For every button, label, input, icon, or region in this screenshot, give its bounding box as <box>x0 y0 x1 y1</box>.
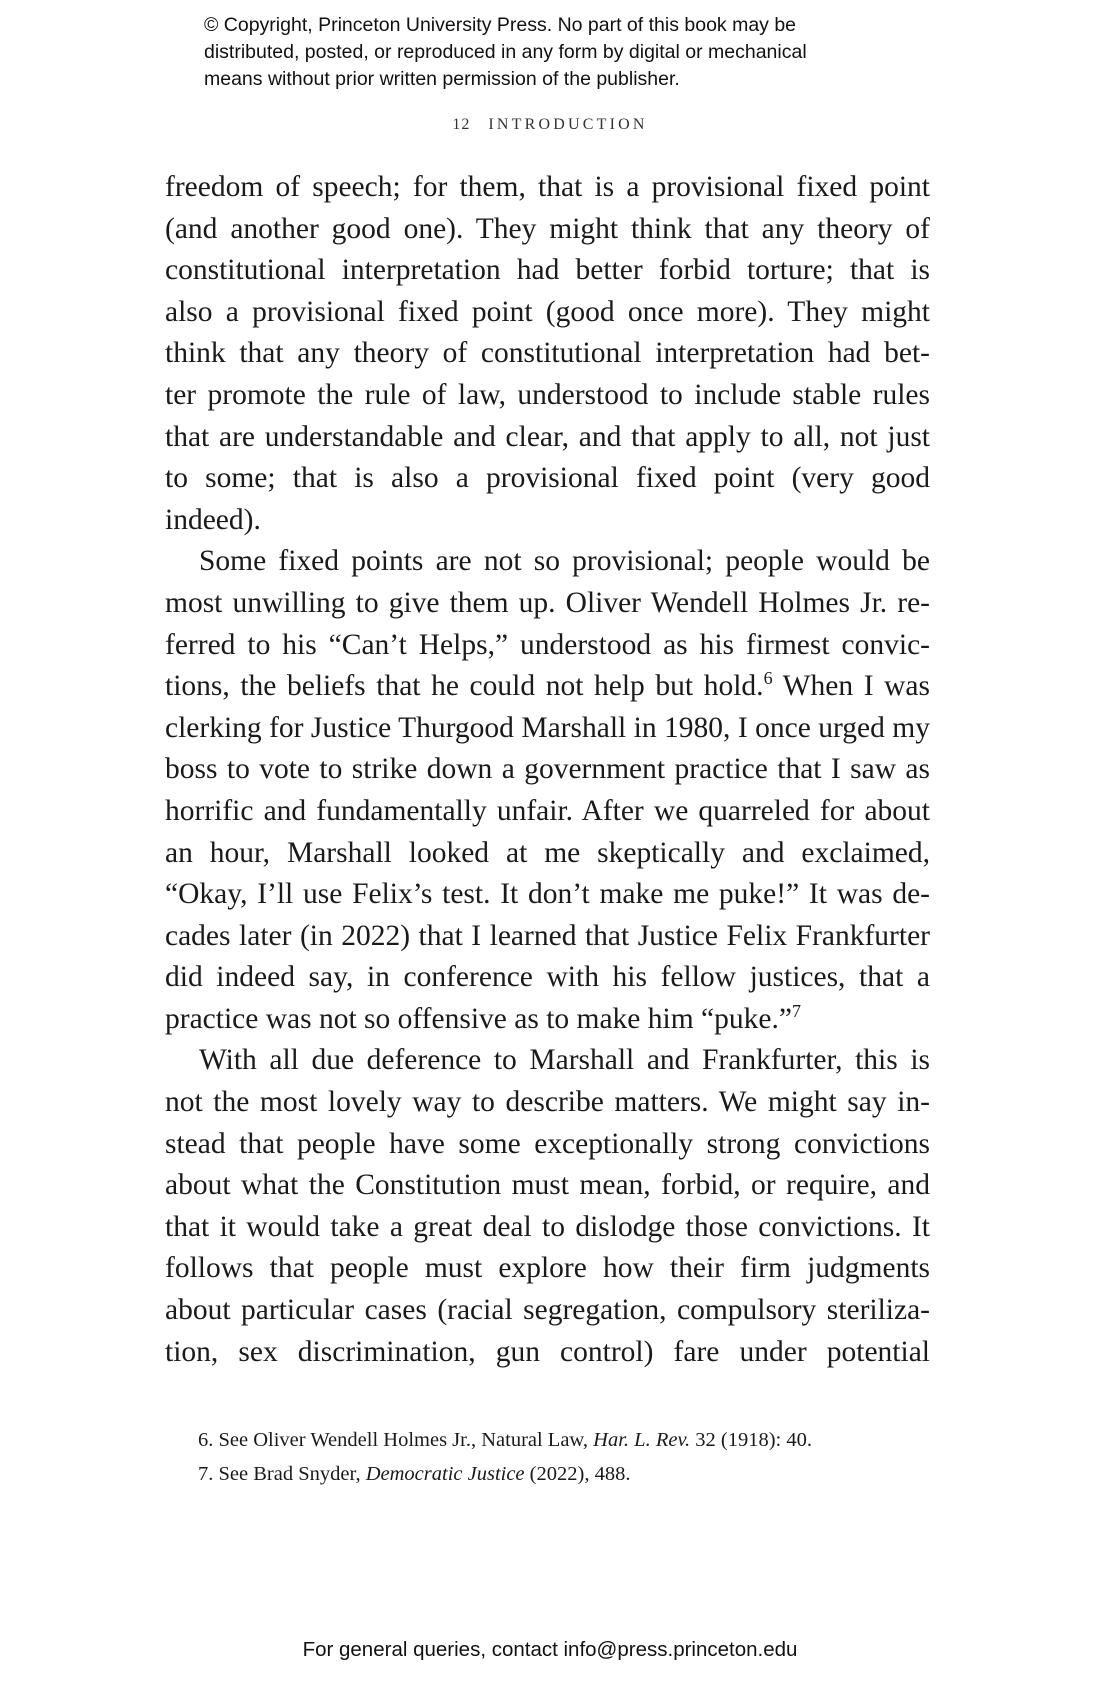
footnote-journal: Har. L. Rev. <box>593 1429 691 1451</box>
text-line: did indeed say, in conference with his fellow justices, that a <box>165 961 930 994</box>
text-line: With all due deference to Marshall and Frankfurter, this is <box>199 1044 930 1077</box>
text-line: follows that people must explore how their firm judgments <box>165 1252 930 1285</box>
text-line: about what the Constitution must mean, forbid, or require, and <box>165 1169 930 1202</box>
footnote-text: 32 (1918): 40. <box>690 1429 813 1451</box>
footnote-text: 6. See Oliver Wendell Holmes Jr., Natural Law, <box>198 1429 594 1451</box>
text-segment: When I was <box>772 670 931 703</box>
text-line: cades later (in 2022) that I learned that Justice Felix Frankfurter <box>165 919 930 952</box>
text-line: to some; that is also a provisional fixed point (very good <box>165 462 930 495</box>
footnote-marker-7: 7 <box>791 1000 801 1021</box>
footnote-text: 7. See Brad Snyder, <box>198 1463 366 1485</box>
contact-footer: For general queries, contact info@press.princeton.edu <box>302 1638 798 1661</box>
copyright-notice <box>204 12 924 93</box>
footnote-text: (2022), 488. <box>524 1463 631 1485</box>
text-line: (and another good one). They might think that any theory of <box>165 212 930 245</box>
text-line: about particular cases (racial segregation, compulsory steriliza- <box>165 1294 930 1327</box>
text-line: freedom of speech; for them, that is a provisional fixed point <box>165 171 930 203</box>
text-line: Some fixed points are not so provisional; people would be <box>199 545 930 578</box>
text-segment: practice was not so offensive as to make him “puke.” <box>165 1002 792 1035</box>
copyright-line: © Copyright, Princeton University Press. No part of this book may be <box>204 14 797 36</box>
text-line: an hour, Marshall looked at me skeptically and exclaimed, <box>165 836 930 869</box>
copyright-line: means without prior written permission of the publisher. <box>204 68 680 90</box>
body-text <box>165 167 930 1373</box>
text-line <box>165 999 930 1041</box>
text-line: tion, sex discrimination, gun control) fare under potential <box>165 1335 930 1368</box>
text-line: think that any theory of constitutional interpretation had bet- <box>165 337 930 370</box>
text-line: constitutional interpretation had better forbid torture; that is <box>165 254 930 287</box>
copyright-line: distributed, posted, or reproduced in any form by digital or mechanical <box>204 41 807 63</box>
text-line: not the most lovely way to describe matters. We might say in- <box>165 1086 930 1119</box>
page-number: 12 <box>452 116 471 133</box>
text-line <box>165 666 930 708</box>
footnote-book-title: Democratic Justice <box>365 1463 525 1485</box>
text-line: that are understandable and clear, and that apply to all, not just <box>165 420 930 453</box>
text-line: most unwilling to give them up. Oliver Wendell Holmes Jr. re- <box>165 586 930 619</box>
text-line: that it would take a great deal to dislodge those convictions. It <box>165 1210 930 1243</box>
text-line: also a provisional fixed point (good once more). They might <box>165 295 930 328</box>
text-line: “Okay, I’ll use Felix’s test. It don’t make me puke!” It was de- <box>165 878 930 911</box>
footnote-7 <box>198 1457 938 1491</box>
footnotes <box>198 1423 938 1491</box>
running-head <box>0 116 1100 134</box>
text-line: ferred to his “Can’t Helps,” understood as his firmest convic- <box>165 628 930 661</box>
chapter-title: INTRODUCTION <box>488 116 648 133</box>
footnote-marker-6: 6 <box>763 668 773 689</box>
text-line: indeed). <box>165 503 261 536</box>
footnote-6 <box>198 1423 938 1457</box>
text-line: stead that people have some exceptionally strong convictions <box>165 1127 930 1160</box>
text-line: clerking for Justice Thurgood Marshall in 1980, I once urged my <box>165 711 930 744</box>
text-line: boss to vote to strike down a government practice that I saw as <box>165 753 930 786</box>
text-segment: tions, the beliefs that he could not help but hold. <box>165 670 764 703</box>
text-line: ter promote the rule of law, understood to include stable rules <box>165 378 930 411</box>
text-line: horrific and fundamentally unfair. After we quarreled for about <box>165 794 930 827</box>
